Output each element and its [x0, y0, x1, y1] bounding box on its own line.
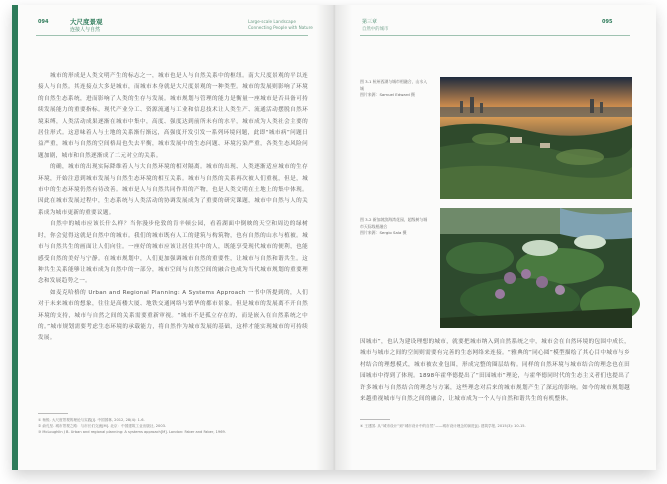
page-number: 094 [38, 19, 49, 25]
green-edge-band [12, 5, 18, 470]
header-rule [360, 35, 630, 36]
chapter-subtitle: 连接人与自然 [70, 27, 101, 33]
footnotes [38, 417, 308, 435]
chapter-label: 第三章 [362, 19, 378, 25]
english-title: Large-scale Landscape [248, 19, 296, 24]
paragraph: 城市的形成是人类文明产生的标志之一，城市也是人与自然关系中的枢纽。南大尺度景观的平以连接人与自然。其连接点大多是城市，而城市本身就是大尺度景观的一种类型。城市的发展则影响了环境的自然生态系统，进而影响了人类的生存与发展。城市规划与管理的能力是衡量一座城市是否具备可持续发展能力的重要指标。现代产业分工、资源流通与工业和信息技术让人类生产、流通活动摆脱自然环境束缚，人类活动成果逐渐在城市中集中，高度、强度达到前所未有的水平，城市成为人类社会主要的居住形式。这意味着人与土地的关系渐行渐远，高强度开发引发一系列环境问题，此即“城市病”问题日益严重，城市与自然的空间格局也失去平衡，城市发展中的生态问题、环境污染严重，各类生态风险问题加剧，城市和自然逐渐成了二元对立的关系。 [38, 73, 308, 159]
paragraph: 如麦克哈格的 Urban and Regional Planning: A Systems Approach 一书中所提到的，人们对于未来城市的想象，往往是高楼大厦、地铁交通网络与繁华的都市景象。但是城市的发展离不开自然环境的支持，城市与自然之间的关系需要重新审视。“城市不是孤立存在的，而是嵌入在自然系统之中的。”城市规划需要考虑生态环境的承载能力，将自然作为城市发展的基础，这样才能实现城市的可持续发展。 [38, 289, 308, 342]
body-text [38, 71, 308, 401]
footnote: ② 俞孔坚. 城市景观之路：与市长们交流[M]. 北京：中国建筑工业出版社, 2003. [38, 424, 167, 428]
chapter-subtitle: 自然中的城市 [362, 27, 389, 32]
footnote-rule [360, 419, 390, 420]
english-subtitle: Connecting People with Nature [248, 25, 313, 30]
footnote: ③ McLoughlin J B. Urban and regional planning: A systems approach[M]. London: Faber and Faber, 1969. [38, 430, 226, 434]
right-page [334, 5, 656, 470]
paragraph: 因城市”，也认为建设理想的城市，就要把城市纳入到自然系统之中，城市会在自然环境的包围中成长，城市与城市之间的空间则需要有完善的生态网络来连接。“雅典的”同心圆”模型描绘了其心目中城市与乡村结合的理想模式，城市被农业包围，形成完整的圈层结构。同样的自然环境与城市结合的理念也在田园城市中得到了体现。1898年霍华德提出了“田园城市”理论，与霍华德同时代的生态主义者们也提出了许多城市与自然结合的理念与方案，这些理念对后来的城市规划产生了深远的影响。如今的城市规划越来越重视城市与自然之间的融合，让城市成为一个人与自然和谐共生的有机整体。 [360, 339, 630, 403]
left-page [12, 5, 334, 470]
footnote-rule [38, 413, 68, 414]
book-spread [12, 5, 656, 470]
header-rule [36, 35, 308, 36]
page-number: 095 [602, 19, 613, 25]
figure-caption: 图 3-2 新加坡滨海湾花园，超级树与城市天际线相融合 图片来源：Sergio Sala 摄 [360, 217, 428, 236]
photo-garden-supertrees [440, 208, 632, 328]
chapter-title: 大尺度景观 [70, 18, 103, 26]
photo-lake-city [440, 77, 632, 199]
footnote: ① 杨锐. 大尺度景观的理论与实践[J]. 中国园林, 2012, 28(4): 1-6. [38, 418, 145, 422]
figure-caption: 图 3-1 杭州西湖与城市相融合，山水入城 图片来源：Samuel Edward 摄 [360, 79, 428, 98]
paragraph: 自然中的城市应该长什么样？当你漫步伦敦的肯辛顿公园，看着湖面中倒映的天空和周边的绿树时，你会觉得这就是自然中的城市。我们的城市既有人工的建筑与构筑物，也有自然的山水与植被。城市与自然共生的画面让人们向往。一座好的城市应该让居住其中的人，既能享受现代城市的便利，也能感受自然的美好与宁静。在城市规划中，人们更加强调城市自然的重要性，让城市与自然和谐共生。这种共生关系能够让城市成为自然中的一部分，城市空间与自然空间的融合也成为当代城市规划的重要理念和发展趋势之一。 [38, 221, 308, 285]
paragraph: 的确，城市的出现实际降维着人与大自然环境的相对隔离。城市的出现、人类逐渐适应城市的生存环境，开始注意到城市发展与自然生态环境的相互关系。城市与自然的关系再次被人们重视，但是，城市中的生态环境仍然有待改善。城市是人与自然共同作用的产物，也是人类文明在土地上的集中体现。因此在城市发展过程中，生态系统与人类活动的协调发展成为了重要的研究课题，城市中自然与人的关系成为城市更新的重要议题。 [38, 164, 308, 216]
footnote: ④ 王建国. 从“城市设计”到“城市设计中的自然”——城市设计理念的演进[J]. 建筑学报, 2015(3): 10-15. [360, 424, 526, 428]
body-text [360, 337, 630, 403]
footnotes [360, 423, 630, 429]
